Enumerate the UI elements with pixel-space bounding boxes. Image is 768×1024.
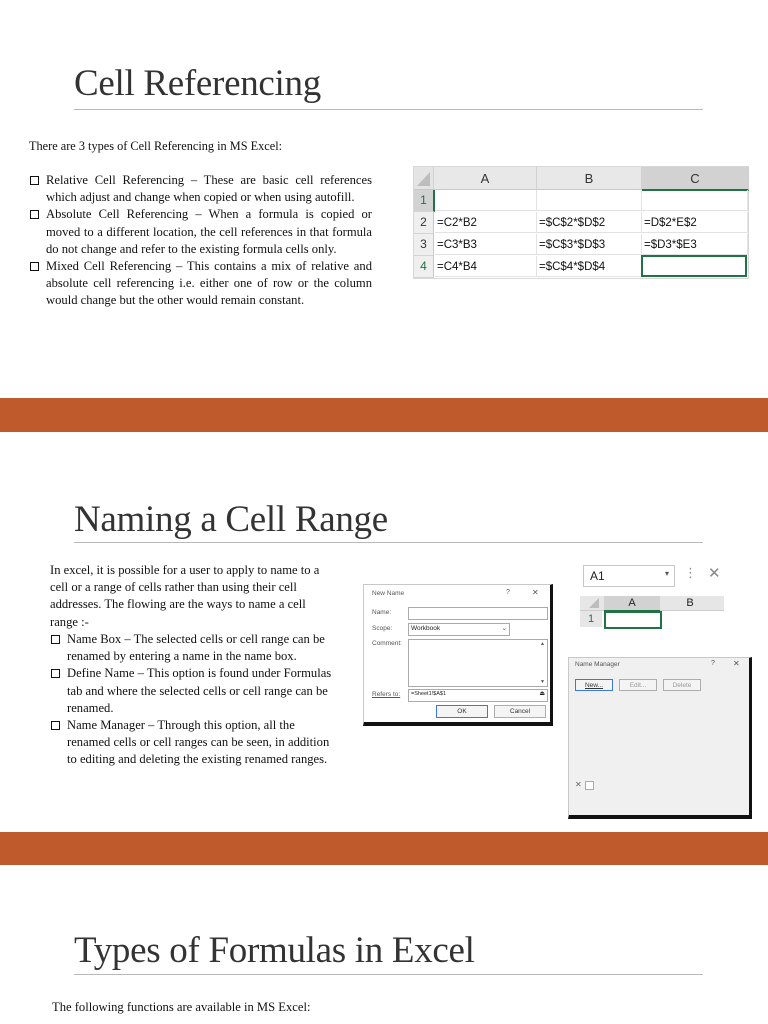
new-button[interactable]: New...	[575, 679, 613, 691]
checkbox-bullet-icon	[30, 176, 39, 185]
name-label: Name:	[372, 609, 392, 616]
table-cell[interactable]	[642, 190, 748, 211]
list-item: Relative Cell Referencing – These are basic cell references which adjust and change when copied or when using autofill.	[29, 172, 372, 206]
list-item: Define Name – This option is found under Formulas tab and where the selected cells or cell range can be renamed.	[50, 665, 335, 717]
column-header-a[interactable]: A	[434, 167, 537, 190]
list-item: Mixed Cell Referencing – This contains a mix of relative and absolute cell referencing i.e. either one of row or the column would change but the other would remain constant.	[29, 258, 372, 310]
checkbox-bullet-icon	[51, 721, 60, 730]
row-header-1[interactable]: 1	[580, 611, 602, 627]
cell-ref-bullets	[29, 172, 372, 310]
intro-text: The following functions are available in MS Excel:	[52, 1000, 311, 1014]
table-cell[interactable]: =$D3*$E3	[642, 234, 748, 255]
checkbox-bullet-icon	[51, 669, 60, 678]
help-icon[interactable]: ?	[711, 660, 715, 667]
title-rule	[74, 542, 703, 543]
list-item: Absolute Cell Referencing – When a formula is copied or moved to a different location, the cell references in that formula do not change and refer to the existing formula cells only.	[29, 206, 372, 258]
column-header-b[interactable]: B	[686, 597, 694, 609]
name-box-input[interactable]: A1 ▾	[583, 565, 675, 587]
table-cell[interactable]: =C4*B4	[435, 256, 537, 277]
row-header-4[interactable]: 4	[414, 256, 434, 278]
column-header-row	[580, 596, 724, 611]
checkbox[interactable]	[585, 781, 594, 790]
scope-select[interactable]: Workbook ⌄	[408, 623, 510, 636]
cancel-icon[interactable]: ✕	[708, 565, 721, 582]
active-cell[interactable]	[604, 611, 662, 629]
column-header-b[interactable]: B	[537, 167, 642, 190]
list-item: Name Box – The selected cells or cell range can be renamed by entering a name in the name box.	[50, 631, 335, 665]
collapse-icon[interactable]: ⏏	[539, 691, 545, 697]
name-input[interactable]	[408, 607, 548, 620]
table-cell[interactable]	[537, 190, 642, 211]
spreadsheet-example	[413, 166, 749, 279]
help-icon[interactable]: ?	[506, 589, 510, 596]
table-cell[interactable]: =C3*B3	[435, 234, 537, 255]
table-cell[interactable]: =$C$4*$D$4	[537, 256, 642, 277]
comment-textarea[interactable]	[408, 639, 548, 687]
table-cell[interactable]: =$C$3*$D$3	[537, 234, 642, 255]
table-cell[interactable]	[435, 190, 537, 211]
table-cell[interactable]: =C2*B2	[435, 212, 537, 233]
refers-label: Refers to:	[372, 691, 401, 698]
naming-bullets	[50, 631, 335, 769]
checkbox-bullet-icon	[51, 635, 60, 644]
more-options-icon[interactable]: ⋮	[684, 565, 697, 580]
section-divider-band	[0, 398, 768, 432]
close-icon[interactable]: ✕	[733, 659, 740, 668]
scroll-down-icon: ▼	[540, 679, 545, 685]
row-header-1[interactable]: 1	[414, 190, 435, 212]
name-box-snippet	[580, 558, 724, 630]
checkbox-bullet-icon	[30, 262, 39, 271]
chevron-down-icon: ⌄	[501, 625, 507, 632]
cancel-button[interactable]: Cancel	[494, 705, 546, 718]
close-icon[interactable]: ✕	[575, 780, 582, 789]
row-header-2[interactable]: 2	[414, 212, 434, 234]
row-header-3[interactable]: 3	[414, 234, 434, 256]
intro-text: There are 3 types of Cell Referencing in MS Excel:	[29, 139, 283, 153]
active-cell[interactable]	[641, 255, 747, 277]
comment-label: Comment:	[372, 640, 402, 647]
scroll-up-icon: ▲	[540, 641, 545, 647]
select-all-corner[interactable]	[414, 167, 434, 190]
page-title-naming-range: Naming a Cell Range	[74, 499, 388, 540]
ok-button[interactable]: OK	[436, 705, 488, 718]
section-divider-band	[0, 832, 768, 865]
scope-label: Scope:	[372, 625, 393, 632]
new-name-dialog	[363, 584, 553, 726]
refers-to-input[interactable]: =Sheet1!$A$1 ⏏	[408, 689, 548, 702]
column-header-c[interactable]: C	[642, 167, 749, 191]
checkbox-bullet-icon	[30, 210, 39, 219]
edit-button[interactable]: Edit...	[619, 679, 657, 691]
title-rule	[74, 109, 703, 110]
dropdown-arrow-icon: ▾	[664, 569, 669, 578]
delete-button[interactable]: Delete	[663, 679, 701, 691]
title-rule	[74, 974, 703, 975]
page-title-cell-referencing: Cell Referencing	[74, 63, 321, 104]
intro-text: In excel, it is possible for a user to apply to name to a cell or a range of cells rather than using their cell addresses. The flowing are the ways to name a cell range :-	[50, 563, 320, 629]
column-header-a[interactable]: A	[604, 596, 660, 612]
close-icon[interactable]: ✕	[532, 588, 539, 597]
dialog-title: Name Manager	[575, 661, 620, 668]
list-item: Name Manager – Through this option, all the renamed cells or cell ranges can be seen, in addition to editing and deleting the existing renamed ranges.	[50, 717, 335, 769]
dialog-title: New Name	[372, 590, 405, 597]
table-cell[interactable]: =$C$2*$D$2	[537, 212, 642, 233]
name-manager-dialog	[568, 657, 752, 819]
page-title-formula-types: Types of Formulas in Excel	[74, 930, 475, 971]
table-cell[interactable]: =D$2*E$2	[642, 212, 748, 233]
